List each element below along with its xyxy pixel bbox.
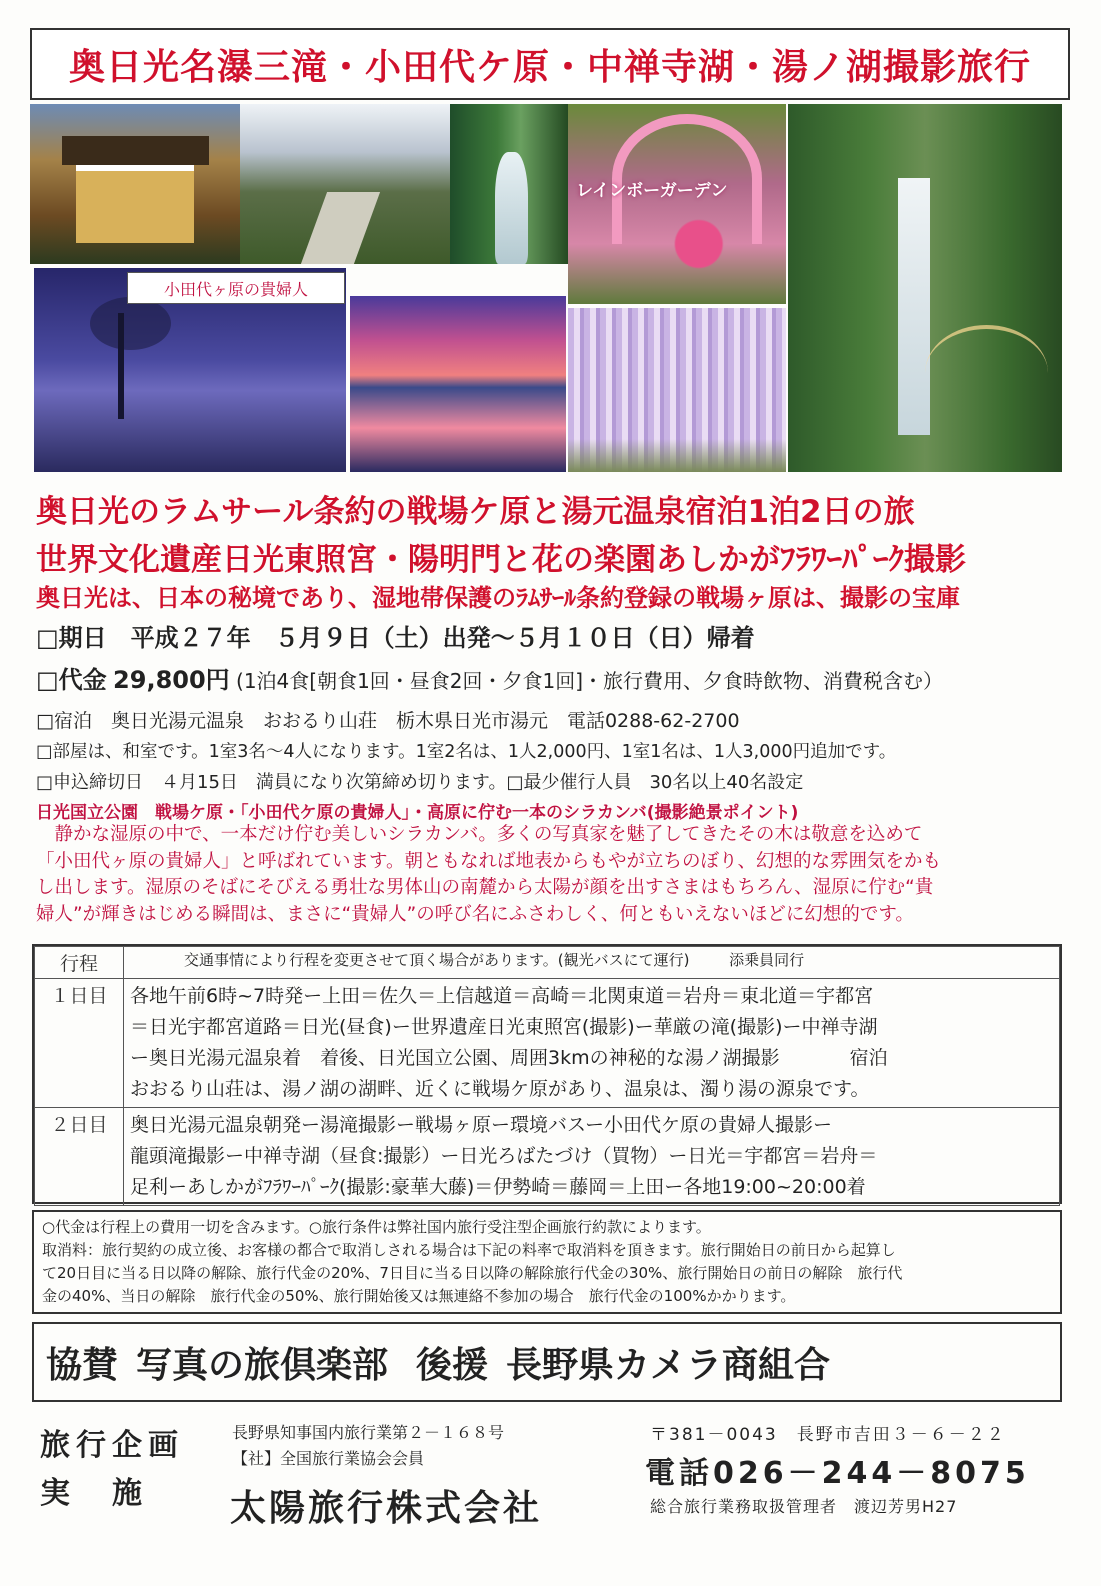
support-label: 後援 bbox=[416, 1344, 489, 1386]
lodging-info: □宿泊 奥日光湯元温泉 おおるり山荘 栃木県日光市湯元 電話0288-62-2700 bbox=[36, 710, 740, 732]
company-phone: 電話026－244－8075 bbox=[645, 1456, 1030, 1491]
day2-line: 奥日光湯元温泉朝発ー湯滝撮影ー戦場ヶ原ー環境バスー小田代ケ原の貴婦人撮影ー bbox=[130, 1114, 833, 1136]
support-name: 長野県カメラ商組合 bbox=[506, 1344, 831, 1386]
page-title: 奥日光名瀑三滝・小田代ケ原・中禅寺湖・湯ノ湖撮影旅行 bbox=[68, 46, 1031, 88]
day1-stay: 宿泊 bbox=[849, 1047, 888, 1069]
day1-details bbox=[124, 979, 1060, 1108]
rose-garden-label: レインボーガーデン bbox=[576, 181, 728, 201]
travel-manager: 総合旅行業務取扱管理者 渡辺芳男H27 bbox=[650, 1497, 958, 1516]
spot-title: 日光国立公園 戦場ケ原・「小田代ケ原の貴婦人」・高原に佇む一本のシラカンバ(撮影絶景ポイント) bbox=[36, 803, 799, 823]
day1-line: ＝日光宇都宮道路＝日光(昼食)ー世界遺産日光東照宮(撮影)ー華厳の滝(撮影)ー中禅寺湖 bbox=[130, 1016, 878, 1038]
itinerary-header-label: 行程 bbox=[35, 947, 124, 979]
photo-yomeimon-gate bbox=[30, 104, 240, 264]
price-label: □代金 bbox=[36, 666, 107, 694]
day1-label: １日目 bbox=[35, 979, 124, 1108]
terms-line: 取消料：旅行契約の成立後、お客様の都合で取消しされる場合は下記の料率で取消料を頂きます。旅行開始日の前日から起算し bbox=[42, 1241, 896, 1259]
company-address: 〒381－0043 長野市吉田３－６－２２ bbox=[650, 1425, 1006, 1445]
photo-rainbow-garden bbox=[568, 104, 786, 304]
photo-wisteria bbox=[568, 308, 786, 472]
company-name: 太陽旅行株式会社 bbox=[230, 1488, 543, 1529]
sponsor-name: 写真の旅倶楽部 bbox=[136, 1344, 389, 1386]
photo-lake-sunset bbox=[350, 296, 566, 472]
terms-box bbox=[32, 1210, 1062, 1314]
photo-kegon-falls bbox=[788, 104, 1062, 472]
terms-line: 金の40%、当日の解除 旅行代金の50%、旅行開始後又は無連絡不参加の場合 旅行代金の100%かかります。 bbox=[42, 1287, 796, 1305]
terms-line: て20日目に当る日以降の解除、旅行代金の20%、7日目に当る日以降の解除旅行代金の30%、旅行開始日の前日の解除 旅行代 bbox=[42, 1264, 903, 1282]
day2-label: ２日目 bbox=[35, 1108, 124, 1206]
sponsor-label: 協賛 bbox=[46, 1344, 119, 1386]
description-line: 静かな湿原の中で、一本だけ佇む美しいシラカンバ。多くの写真家を魅了してきたその木は敬意を込めて bbox=[36, 824, 923, 845]
price-row bbox=[36, 660, 943, 695]
headline-2: 世界文化遺産日光東照宮・陽明門と花の楽園あしかがﾌﾗﾜｰﾊﾟｰｸ撮影 bbox=[36, 542, 966, 578]
photo-waterfall-yudaki bbox=[450, 104, 568, 264]
day2-details bbox=[124, 1108, 1060, 1206]
deadline-info: □申込締切日 ４月15日 満員になり次第締め切ります。□最少催行人員 30名以上40名設定 bbox=[36, 772, 804, 793]
license-number: 長野県知事国内旅行業第２－１６８号 bbox=[232, 1423, 505, 1442]
day2-line: 足利ーあしかがﾌﾗﾜｰﾊﾟｰｸ(撮影:豪華大藤)＝伊勢崎＝藤岡＝上田ー各地19:00~20:00着 bbox=[130, 1176, 866, 1198]
description bbox=[36, 822, 1071, 928]
day1-line: 各地午前6時~7時発ー上田＝佐久＝上信越道＝高崎＝北関東道＝岩舟＝東北道＝宇都宮 bbox=[130, 985, 874, 1007]
room-info: □部屋は、和室です。1室3名～4人になります。1室2名は、1人2,000円、1室1名は、1人3,000円追加です。 bbox=[36, 742, 897, 762]
plan-label: 旅行企画 bbox=[40, 1428, 184, 1463]
day1-line: おおるり山荘は、湯ノ湖の湖畔、近くに戦場ケ原があり、温泉は、濁り湯の源泉です。 bbox=[130, 1078, 870, 1100]
day1-line: ー奥日光湯元温泉着 着後、日光国立公園、周囲3kmの神秘的な湯ノ湖撮影 bbox=[130, 1047, 780, 1069]
trip-dates: □期日 平成２７年 ５月９日（土）出発～５月１０日（日）帰着 bbox=[36, 624, 755, 652]
price-amount: 29,800円 bbox=[113, 666, 230, 694]
itinerary-header-note: 交通事情により行程を変更させて頂く場合があります。(観光バスにて運行) bbox=[184, 951, 690, 969]
description-line: し出します。湿原のそばにそびえる勇壮な男体山の南麓から太陽が顔を出すさまはもちろん、湿原に佇む“貴 bbox=[36, 877, 934, 898]
terms-line: ○代金は行程上の費用一切を含みます。○旅行条件は弊社国内旅行受注型企画旅行約款によります。 bbox=[42, 1218, 711, 1236]
day2-line: 龍頭滝撮影ー中禅寺湖（昼食:撮影）ー日光ろばたづけ（買物）ー日光＝宇都宮＝岩舟＝ bbox=[130, 1145, 878, 1167]
photo-marsh-boardwalk bbox=[240, 104, 450, 264]
itinerary-table bbox=[32, 944, 1062, 1204]
headline-1: 奥日光のラムサール条約の戦場ケ原と湯元温泉宿泊1泊2日の旅 bbox=[36, 494, 915, 530]
description-line: 「小田代ヶ原の貴婦人」と呼ばれています。朝ともなれば地表からもやが立ちのぼり、幻想的な雰囲気をかも bbox=[36, 850, 942, 872]
headline-3: 奥日光は、日本の秘境であり、湿地帯保護のﾗﾑｻｰﾙ条約登録の戦場ヶ原は、撮影の宝庫 bbox=[36, 584, 960, 612]
title-box bbox=[30, 28, 1070, 100]
exec-label: 実 施 bbox=[40, 1476, 148, 1511]
lady-tree-label: 小田代ヶ原の貴婦人 bbox=[127, 272, 345, 304]
association: 【社】全国旅行業協会会員 bbox=[232, 1449, 425, 1468]
itinerary-header-staff: 添乗員同行 bbox=[729, 951, 805, 969]
price-note: (1泊4食[朝食1回・昼食2回・夕食1回]・旅行費用、夕食時飲物、消費税含む） bbox=[236, 669, 944, 693]
description-line: 婦人”が輝きはじめる瞬間は、まさに“貴婦人”の呼び名にふさわしく、何ともいえないほどに幻想的です。 bbox=[36, 903, 914, 925]
sponsor-box bbox=[32, 1322, 1062, 1402]
